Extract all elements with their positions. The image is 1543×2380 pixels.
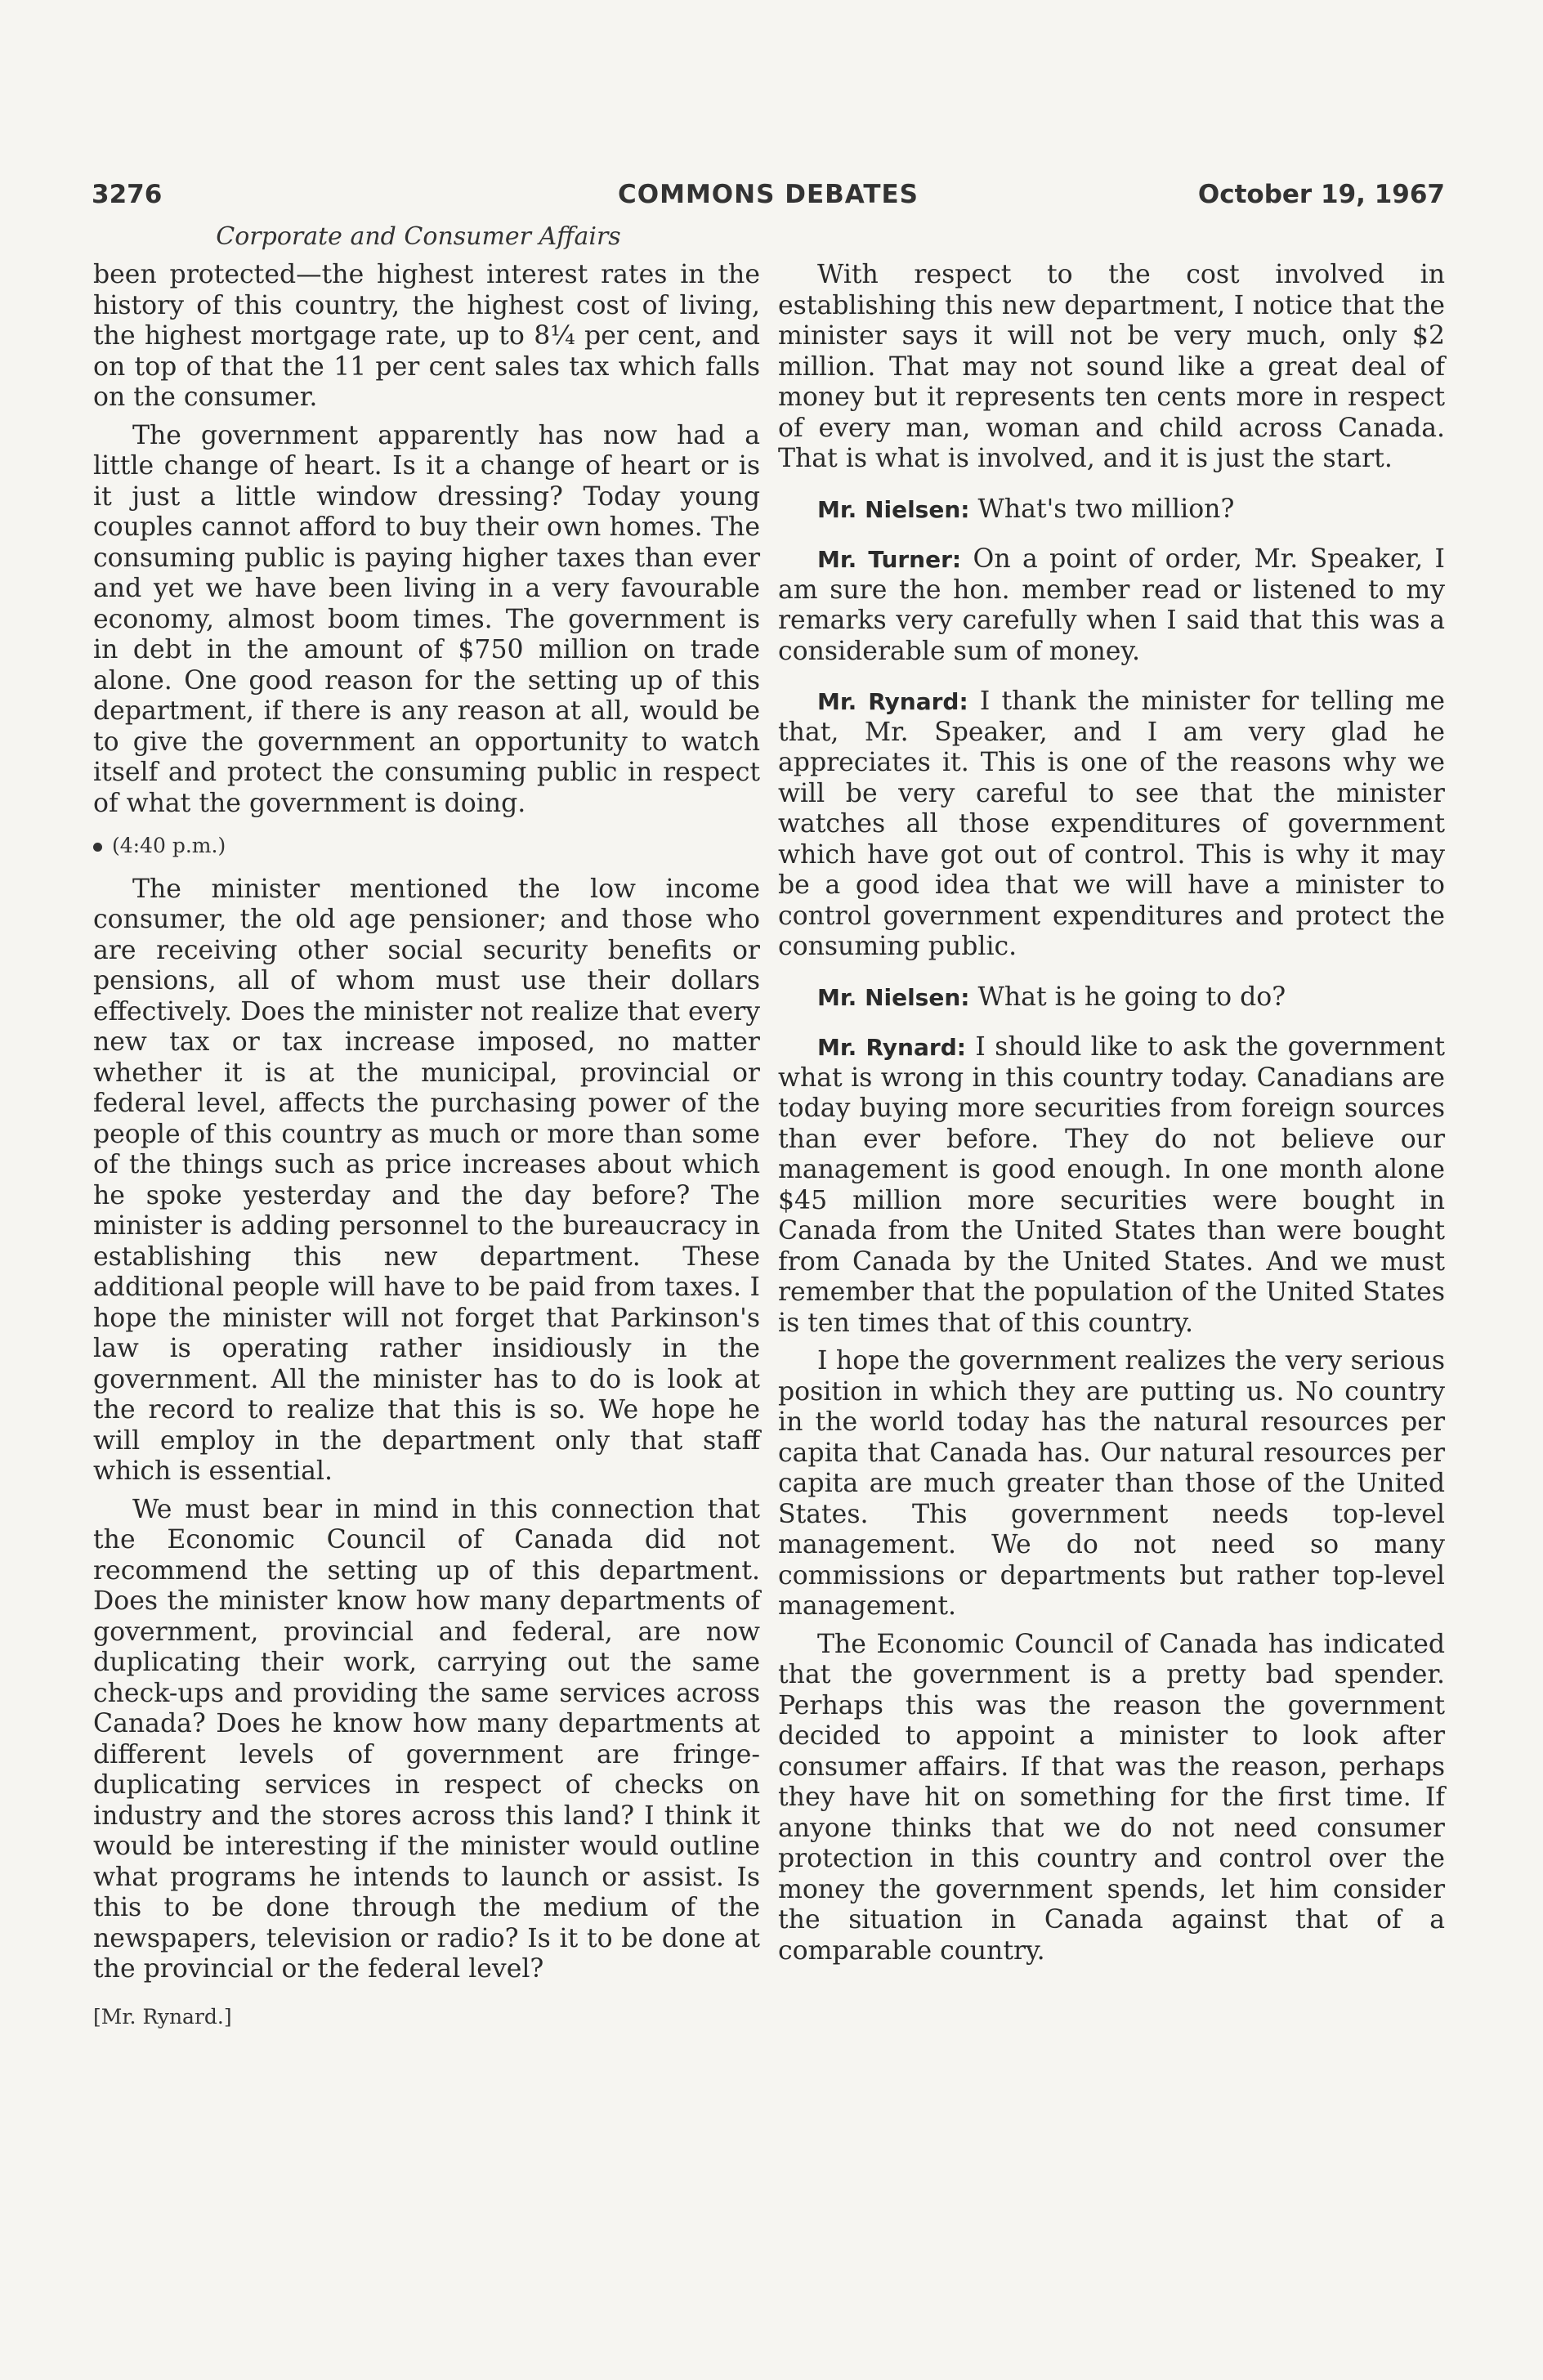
- paragraph: The Economic Council of Canada has indicated that the government is a pretty bad spender. Perhaps this was the reason the government decided to appoint a minister to look after consumer affairs. If that was the reason, perhaps they have hit on something for the first time. If anyone thinks that we do not need consumer protection in this country and control over the money the government spends, let him consider the situation in Canada against that of a comparable country.: [778, 1629, 1445, 1966]
- speaker-name: Mr. Turner:: [817, 546, 962, 573]
- speech-text: On a point of order, Mr. Speaker, I am sure the hon. member read or listened to my remarks very carefully when I said that this was a considerable sum of money.: [778, 544, 1445, 666]
- section-subheading: Corporate and Consumer Affairs: [216, 222, 621, 251]
- speaker-name: Mr. Rynard:: [817, 688, 968, 715]
- speech-text: I thank the minister for telling me that, Mr. Speaker, and I am very glad he appreciates it. This is one of the reasons why we will be very careful to see that the minister watches all those expenditures of government which have got out of control. This is why it may be a good idea that we will have a minister to control government expenditures and protect the consuming public.: [778, 687, 1445, 961]
- page-number: 3276: [92, 180, 163, 209]
- right-column: [778, 260, 1445, 1974]
- timestamp: [93, 830, 760, 861]
- page-date: October 19, 1967: [1197, 180, 1445, 209]
- paragraph: been protected—the highest interest rates in the history of this country, the highest cost of living, the highest mortgage rate, up to 8¼ per cent, and on top of that the 11 per cent sales tax which falls on the consumer.: [93, 260, 760, 412]
- speaker-footer: [Mr. Rynard.]: [93, 2004, 232, 2029]
- paragraph: The minister mentioned the low income consumer, the old age pensioner; and those who are receiving other social security benefits or pensions, all of whom must use their dollars effectively. Does the minister not realize that every new tax or tax increase imposed, no matter whether it is at the municipal, provincial or federal level, affects the purchasing power of the people of this country as much or more than some of the things such as price increases about which he spoke yesterday and the day before? The minister is adding personnel to the bureaucracy in establishing this new department. These additional people will have to be paid from taxes. I hope the minister will not forget that Parkinson's law is operating rather insidiously in the government. All the minister has to do is look at the record to realize that this is so. We hope he will employ in the department only that staff which is essential.: [93, 874, 760, 1486]
- paragraph: The government apparently has now had a little change of heart. Is it a change of heart or is it just a little window dressing? Today young couples cannot afford to buy their own homes. The consuming public is paying higher taxes than ever and yet we have been living in a very favourable economy, almost boom times. The government is in debt in the amount of $750 million on trade alone. One good reason for the setting up of this department, if there is any reason at all, would be to give the government an opportunity to watch itself and protect the consuming public in respect of what the government is doing.: [93, 420, 760, 818]
- speaker-name: Mr. Rynard:: [817, 1034, 966, 1061]
- page-header: [92, 180, 1445, 221]
- speaker-name: Mr. Nielsen:: [817, 983, 970, 1011]
- paragraph: We must bear in mind in this connection that the Economic Council of Canada did not recommend the setting up of this department. Does the minister know how many departments of government, provincial and federal, are now duplicating their work, carrying out the same check-ups and providing the same services across Canada? Does he know how many departments at different levels of government are fringe-duplicating services in respect of checks on industry and the stores across this land? I think it would be interesting if the minister would outline what programs he intends to launch or assist. Is this to be done through the medium of the newspapers, television or radio? Is it to be done at the provincial or the federal level?: [93, 1494, 760, 1984]
- paragraph: With respect to the cost involved in establishing this new department, I notice that the minister says it will not be very much, only $2 million. That may not sound like a great deal of money but it represents ten cents more in respect of every man, woman and child across Canada. That is what is involved, and it is just the start.: [778, 260, 1445, 473]
- speech-rynard-2: [778, 1032, 1445, 1339]
- journal-title: COMMONS DEBATES: [618, 180, 919, 209]
- speech-text: I should like to ask the government what is wrong in this country today. Canadians are today buying more securities from foreign sources than ever before. They do not believe our management is good enough. In one month alone $45 million more securities were bought in Canada from the United States than were bought from Canada by the United States. And we must remember that the population of the United States is ten times that of this country.: [778, 1032, 1445, 1338]
- speech-nielsen-2: [778, 982, 1445, 1013]
- left-column: [93, 260, 760, 2032]
- paragraph: I hope the government realizes the very serious position in which they are putting us. No country in the world today has the natural resources per capita that Canada has. Our natural resources per capita are much greater than those of the United States. This government needs top-level management. We do not need so many commissions or departments but rather top-level management.: [778, 1346, 1445, 1621]
- speaker-name: Mr. Nielsen:: [817, 495, 970, 523]
- bullet-icon: [93, 843, 102, 852]
- speech-text: What is he going to do?: [969, 982, 1286, 1012]
- timestamp-text: (4:40 p.m.): [112, 834, 226, 857]
- speech-rynard-1: [778, 687, 1445, 963]
- speech-nielsen-1: [778, 494, 1445, 526]
- speech-turner: [778, 544, 1445, 667]
- speech-text: What's two million?: [969, 494, 1235, 524]
